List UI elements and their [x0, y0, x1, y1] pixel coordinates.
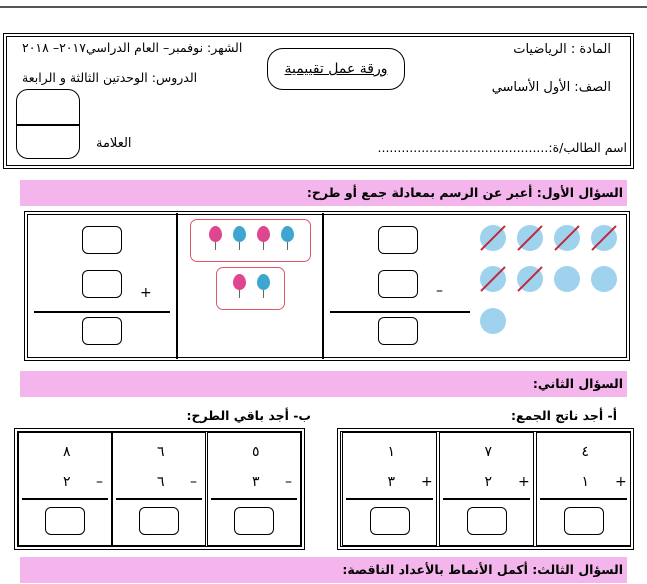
- q1-minus-sign: –: [436, 283, 443, 299]
- addition-3-line: [346, 498, 433, 500]
- worksheet-title: [267, 48, 405, 90]
- subtraction-2-line: [116, 498, 202, 500]
- student-name-field[interactable]: اسم الطالب/ة:...........................................: [377, 140, 627, 155]
- balloon: [281, 226, 294, 242]
- addition-2-top-number: ٧: [484, 444, 493, 460]
- subtraction-1-line: [211, 498, 297, 500]
- addition-1-line: [540, 498, 627, 500]
- dot: [554, 266, 580, 292]
- addition-1-top-number: ٤: [581, 444, 590, 460]
- month-year-label: الشهر: نوفمبر– العام الدراسي٢٠١٧– ٢٠١٨: [22, 40, 243, 55]
- q1-sub-result-box[interactable]: [378, 317, 418, 345]
- subtraction-2-sign: –: [190, 474, 197, 490]
- balloon: [233, 274, 246, 290]
- balloon-string: [287, 242, 288, 250]
- addition-2-line: [443, 498, 530, 500]
- subtraction-3-answer-box[interactable]: [45, 507, 85, 535]
- subtraction-1-bottom-number: ٣: [252, 474, 260, 490]
- subtraction-2-bottom-number: ٦: [157, 474, 165, 490]
- balloon: [209, 226, 222, 242]
- question-2-title: السؤال الثاني:: [532, 376, 623, 391]
- balloon: [233, 226, 246, 242]
- q1-add-answer-box-1[interactable]: [82, 226, 122, 254]
- balloon-string: [263, 242, 264, 250]
- question-3-title: السؤال الثالث: أكمل الأنماط بالأعداد الناقصة:: [342, 562, 623, 577]
- addition-3-answer-box[interactable]: [370, 507, 410, 535]
- addition-1-bottom-number: ١: [581, 474, 590, 490]
- lessons-label: الدروس: الوحدتين الثالثة و الرابعة: [22, 70, 198, 85]
- q1-add-line: [34, 311, 170, 313]
- balloon-string: [263, 290, 264, 298]
- balloons-bottom-box: [216, 267, 285, 310]
- subtraction-1-top-number: ٥: [252, 444, 260, 460]
- subtraction-3-sign: –: [96, 474, 103, 490]
- addition-3-sign: +: [421, 474, 433, 490]
- addition-3-bottom-number: ٣: [387, 474, 396, 490]
- balloons-top-box: [190, 219, 311, 262]
- balloon-string: [239, 290, 240, 298]
- part-a-label: أ- أجد ناتج الجمع:: [510, 408, 617, 423]
- mark-box-divider: [16, 124, 80, 126]
- subtraction-3-top-number: ٨: [63, 444, 71, 460]
- q1-sub-answer-box-2[interactable]: [378, 270, 418, 298]
- addition-1-sign: +: [615, 474, 627, 490]
- balloon: [257, 226, 270, 242]
- addition-2-sign: +: [518, 474, 530, 490]
- subtraction-3-bottom-number: ٢: [63, 474, 71, 490]
- subject-label: المادة : الرياضيات: [513, 42, 611, 57]
- addition-1-answer-box[interactable]: [564, 507, 604, 535]
- addition-2-bottom-number: ٢: [484, 474, 493, 490]
- balloon-string: [215, 242, 216, 250]
- q1-sub-line: [330, 311, 470, 313]
- question-1-title: السؤال الأول: أعبر عن الرسم بمعادلة جمع أو طرح:: [306, 185, 623, 200]
- subtraction-1-answer-box[interactable]: [234, 507, 274, 535]
- q1-add-result-box[interactable]: [82, 317, 122, 345]
- dot: [591, 266, 617, 292]
- addition-3-top-number: ١: [387, 444, 396, 460]
- dot: [480, 308, 506, 334]
- q1-divider-2: [322, 213, 324, 359]
- subtraction-1-sign: –: [285, 474, 292, 490]
- mark-label: العلامة: [96, 136, 132, 151]
- q1-divider-1: [176, 213, 178, 359]
- balloon-string: [239, 242, 240, 250]
- balloon: [257, 274, 270, 290]
- grade-label: الصف: الأول الأساسي: [491, 80, 611, 95]
- addition-2-answer-box[interactable]: [467, 507, 507, 535]
- part-b-label: ب- أجد باقي الطرح:: [186, 408, 311, 423]
- subtraction-3-line: [22, 498, 108, 500]
- q1-add-answer-box-2[interactable]: [82, 270, 122, 298]
- subtraction-2-answer-box[interactable]: [139, 507, 179, 535]
- top-rule: [0, 6, 647, 8]
- q1-plus-sign: +: [140, 285, 152, 301]
- q1-sub-answer-box-1[interactable]: [378, 226, 418, 254]
- subtraction-2-top-number: ٦: [157, 444, 165, 460]
- worksheet-title-text: ورقة عمل تقييمية: [284, 61, 388, 77]
